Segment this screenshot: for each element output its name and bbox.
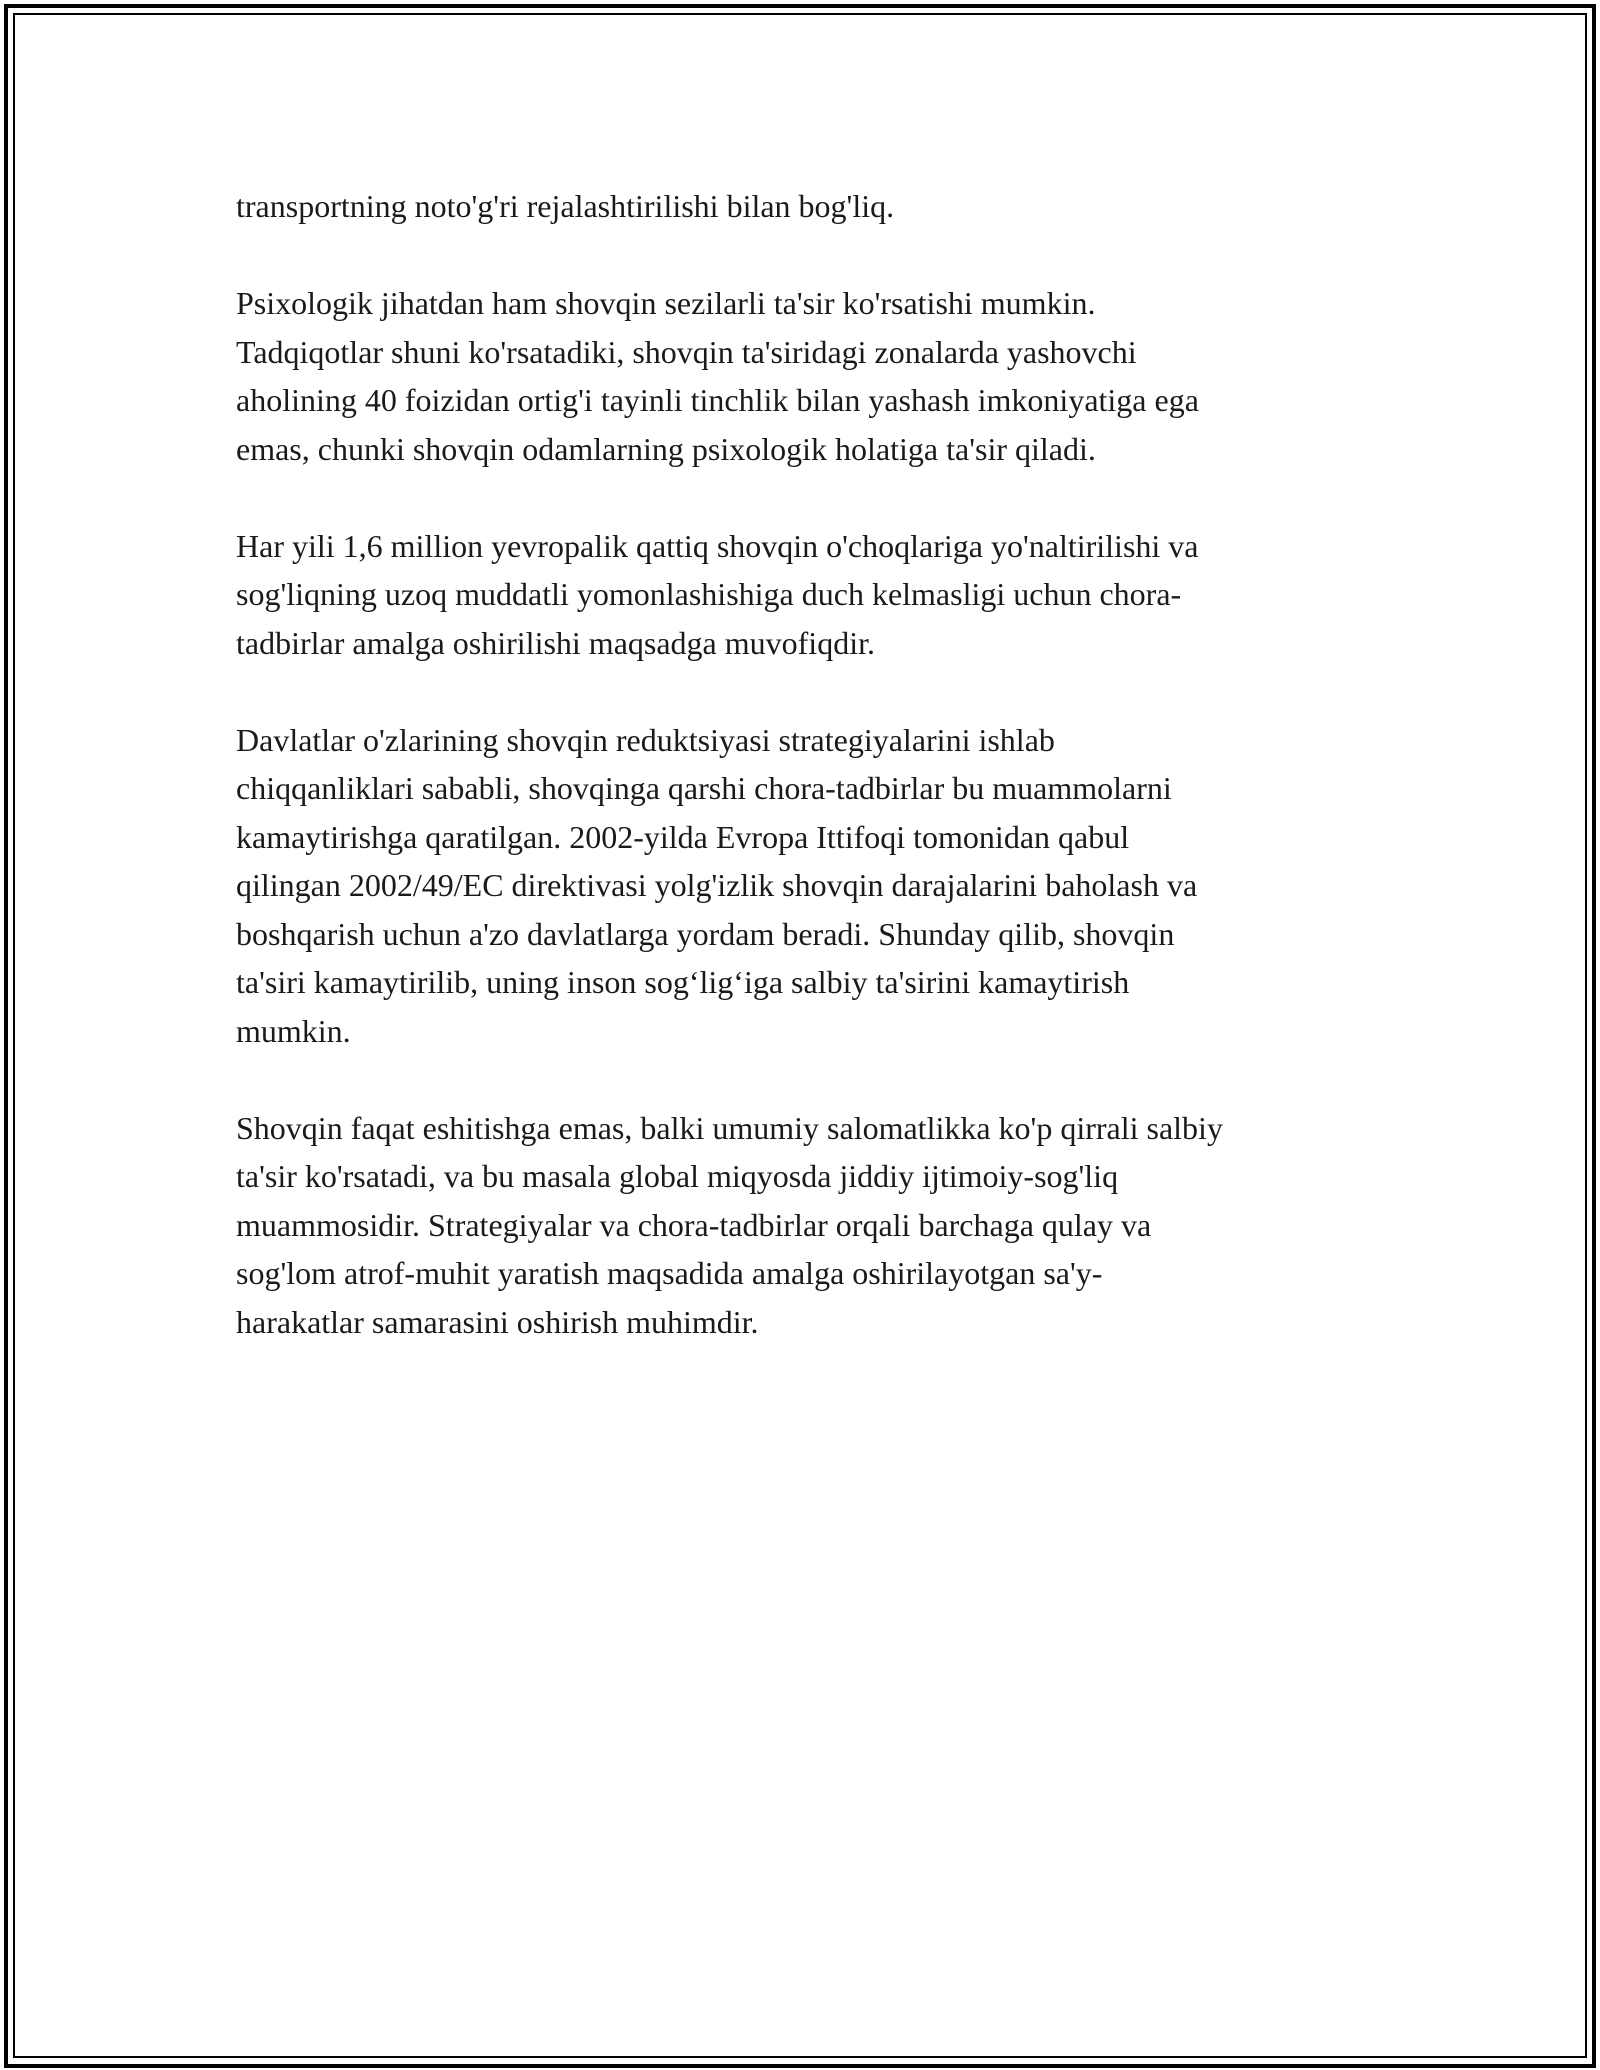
paragraph-1: transportning noto'g'ri rejalashtirilishi bilan bog'liq. — [236, 188, 895, 224]
paragraph-2: Psixologik jihatdan ham shovqin sezilarli ta'sir ko'rsatishi mumkin. Tadqiqotlar shuni ko'rsatadiki, shovqin ta'siridagi zonalarda yashovchi aholining 40 foizidan ortig'i tayinli tinchlik bilan yashash imkoniyatiga ega emas, chunki shovqin odamlarning psixologik holatiga ta'sir qiladi. — [236, 285, 1199, 467]
paragraph-4: Davlatlar o'zlarining shovqin reduktsiyasi strategiyalarini ishlab chiqqanliklari sababli, shovqinga qarshi chora-tadbirlar bu muammolarni kamaytirishga qaratilgan. 2002-yilda Evropa Ittifoqi tomonidan qabul qilingan 2002/49/EC direktivasi yolg'izlik shovqin darajalarini baholash va boshqarish uchun a'zo davlatlarga yordam beradi. Shunday qilib, shovqin ta'siri kamaytirilib, uning inson sog‘lig‘iga salbiy ta'sirini kamaytirish mumkin. — [236, 721, 1198, 1049]
document-body — [236, 182, 1376, 1395]
paragraph-3: Har yili 1,6 million yevropalik qattiq shovqin o'choqlariga yo'naltirilishi va sog'liqning uzoq muddatli yomonlashishiga duch kelmasligi uchun chora- tadbirlar amalga oshirilishi maqsadga muvofiqdir. — [236, 527, 1199, 661]
paragraph-5: Shovqin faqat eshitishga emas, balki umumiy salomatlikka ko'p qirrali salbiy ta'sir ko'rsatadi, va bu masala global miqyosda jiddiy ijtimoiy-sog'liq muammosidir. Strategiyalar va chora-tadbirlar orqali barchaga qulay va sog'lom atrof-muhit yaratish maqsadida amalga oshirilayotgan sa'y- harakatlar samarasini oshirish muhimdir. — [236, 1109, 1223, 1340]
